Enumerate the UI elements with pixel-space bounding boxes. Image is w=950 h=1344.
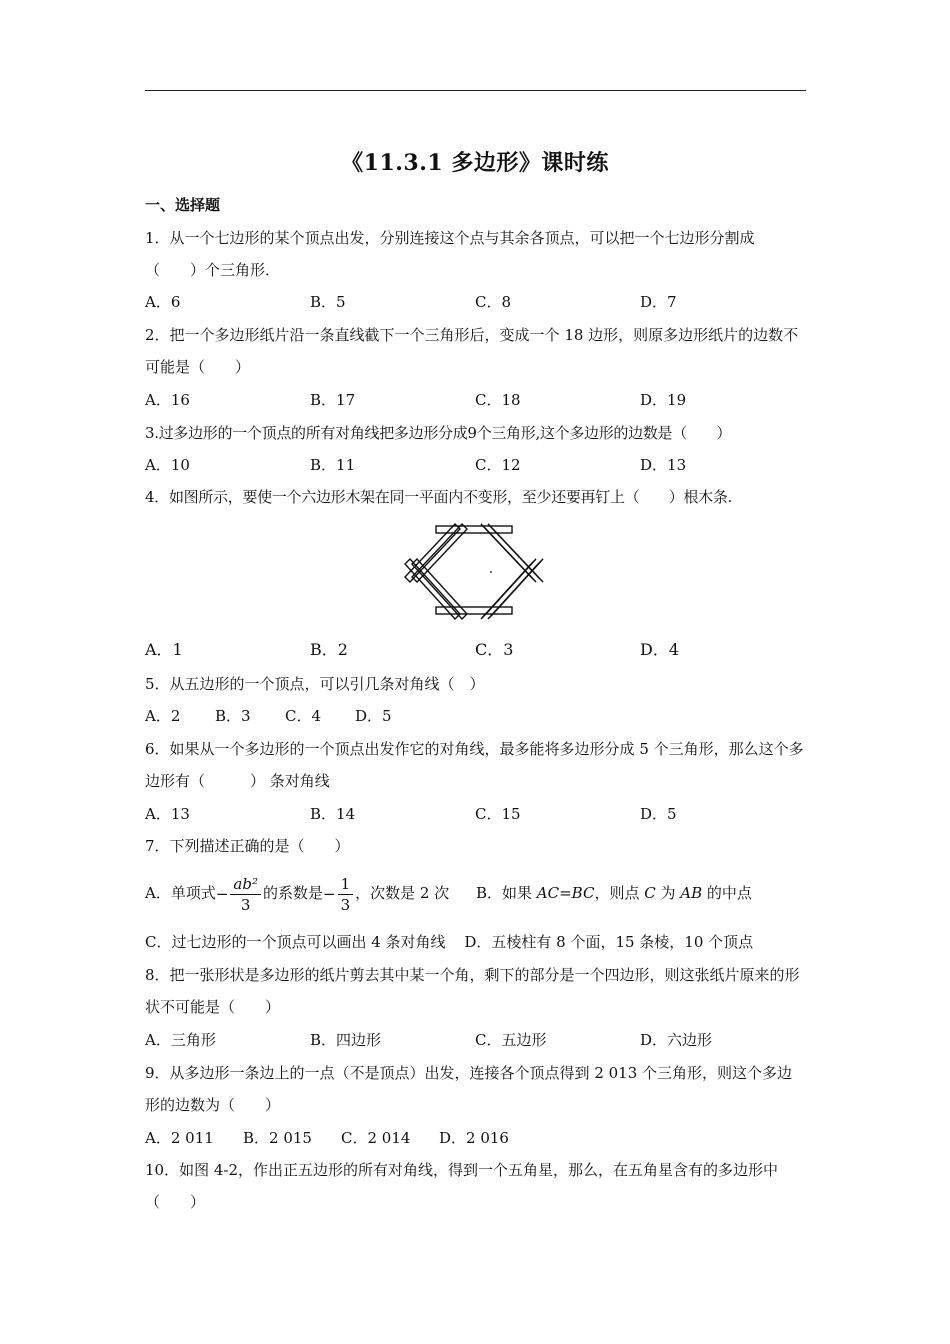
option-b-var: AC=BC <box>536 884 595 902</box>
option-b-var: AB <box>680 884 703 902</box>
question-2-options <box>145 388 807 412</box>
hexagon-frame-figure <box>400 520 550 622</box>
question-7: 7．下列描述正确的是（ ） <box>145 837 350 855</box>
option-a: A．2 011 <box>145 1129 214 1147</box>
option-c: C．8 <box>475 293 512 311</box>
fraction-denominator: 3 <box>340 895 351 914</box>
question-1-options <box>145 290 807 314</box>
option-d: D．五棱柱有 8 个面，15 条棱，10 个顶点 <box>464 933 754 951</box>
option-b: B．17 <box>310 391 356 409</box>
option-a-coefficient <box>338 874 354 915</box>
option-a: A．13 <box>145 805 190 823</box>
option-b: B．四边形 <box>310 1031 382 1049</box>
option-d: D．六边形 <box>640 1031 713 1049</box>
option-a-mid: 的系数是 <box>262 884 323 902</box>
option-c: C．12 <box>475 456 521 474</box>
question-8: 8．把一张形状是多边形的纸片剪去其中某一个角，剩下的部分是一个四边形，则这张纸片原来的形状不可能是（ ） <box>145 966 800 1016</box>
option-a: A．1 <box>145 640 183 659</box>
question-3: 3.过多边形的一个顶点的所有对角线把多边形分成9个三角形,这个多边形的边数是（ ） <box>145 424 732 442</box>
question-7-options-ab <box>145 868 752 918</box>
option-b-text: 为 <box>655 884 681 902</box>
option-b: B．2 015 <box>243 1129 312 1147</box>
option-a-fraction <box>230 874 261 915</box>
option-c: C．4 <box>285 707 322 725</box>
option-b-text: ，则点 <box>594 884 645 902</box>
fraction-numerator: ab² <box>230 874 261 895</box>
fraction-numerator: 1 <box>338 874 354 895</box>
question-1: 1．从一个七边形的某个顶点出发，分别连接这个点与其余各顶点，可以把一个七边形分割成（ ）个三角形． <box>145 229 755 279</box>
option-b: B．11 <box>310 456 356 474</box>
question-9-options <box>145 1126 807 1150</box>
question-7-options-cd <box>145 930 753 954</box>
option-b-text: B．如果 <box>476 884 537 902</box>
question-5-options <box>145 704 807 728</box>
option-a: A．10 <box>145 456 190 474</box>
option-c: C．五边形 <box>475 1031 547 1049</box>
option-b: B．2 <box>310 640 348 659</box>
option-d: D．5 <box>640 805 677 823</box>
question-3-options <box>145 453 807 477</box>
question-8-options <box>145 1028 807 1052</box>
question-2: 2．把一个多边形纸片沿一条直线截下一个三角形后，变成一个 18 边形，则原多边形纸片的边数不可能是（ ） <box>145 326 799 376</box>
page-title: 《11.3.1 多边形》课时练 <box>341 150 609 176</box>
option-a-prefix: A．单项式 <box>145 884 216 902</box>
option-b: B．14 <box>310 805 356 823</box>
option-d: D．2 016 <box>439 1129 509 1147</box>
question-10: 10．如图 4-2，作出正五边形的所有对角线，得到一个五角星，那么，在五角星含有的多边形中（ ） <box>145 1161 779 1211</box>
option-b: B．3 <box>215 707 251 725</box>
option-a-suffix: ，次数是 2 次 <box>355 884 450 902</box>
option-c: C．3 <box>475 640 514 659</box>
option-c: C．18 <box>475 391 521 409</box>
option-c: C．15 <box>475 805 521 823</box>
option-d: D．13 <box>640 456 687 474</box>
minus-sign: − <box>215 885 229 903</box>
question-4-options <box>145 638 807 662</box>
question-6: 6．如果从一个多边形的一个顶点出发作它的对角线，最多能将多边形分成 5 个三角形，那么这个多边形有（ ） 条对角线 <box>145 740 804 790</box>
header-rule <box>145 90 806 91</box>
question-6-options <box>145 802 807 826</box>
option-d: D．5 <box>355 707 392 725</box>
fraction-denominator: 3 <box>240 895 251 914</box>
option-d: D．19 <box>640 391 687 409</box>
option-a: A．6 <box>145 293 181 311</box>
option-d: D．7 <box>640 293 677 311</box>
option-d: D．4 <box>640 640 680 659</box>
minus-sign: − <box>323 885 336 903</box>
option-a: A．三角形 <box>145 1031 216 1049</box>
question-9: 9．从多边形一条边上的一点（不是顶点）出发，连接各个顶点得到 2 013 个三角形，则这个多边形的边数为（ ） <box>145 1064 793 1114</box>
option-c: C．过七边形的一个顶点可以画出 4 条对角线 <box>145 933 446 951</box>
option-c: C．2 014 <box>341 1129 411 1147</box>
question-4: 4．如图所示，要使一个六边形木架在同一平面内不变形，至少还要再钉上（ ）根木条. <box>145 488 733 506</box>
option-a: A．2 <box>145 707 181 725</box>
option-b <box>476 884 752 902</box>
question-5: 5．从五边形的一个顶点，可以引几条对角线（ ） <box>145 675 485 693</box>
option-b-var: C <box>644 884 656 902</box>
option-b-text: 的中点 <box>702 884 752 902</box>
option-a: A．16 <box>145 391 190 409</box>
section-heading: 一、选择题 <box>145 196 221 214</box>
option-b: B．5 <box>310 293 346 311</box>
